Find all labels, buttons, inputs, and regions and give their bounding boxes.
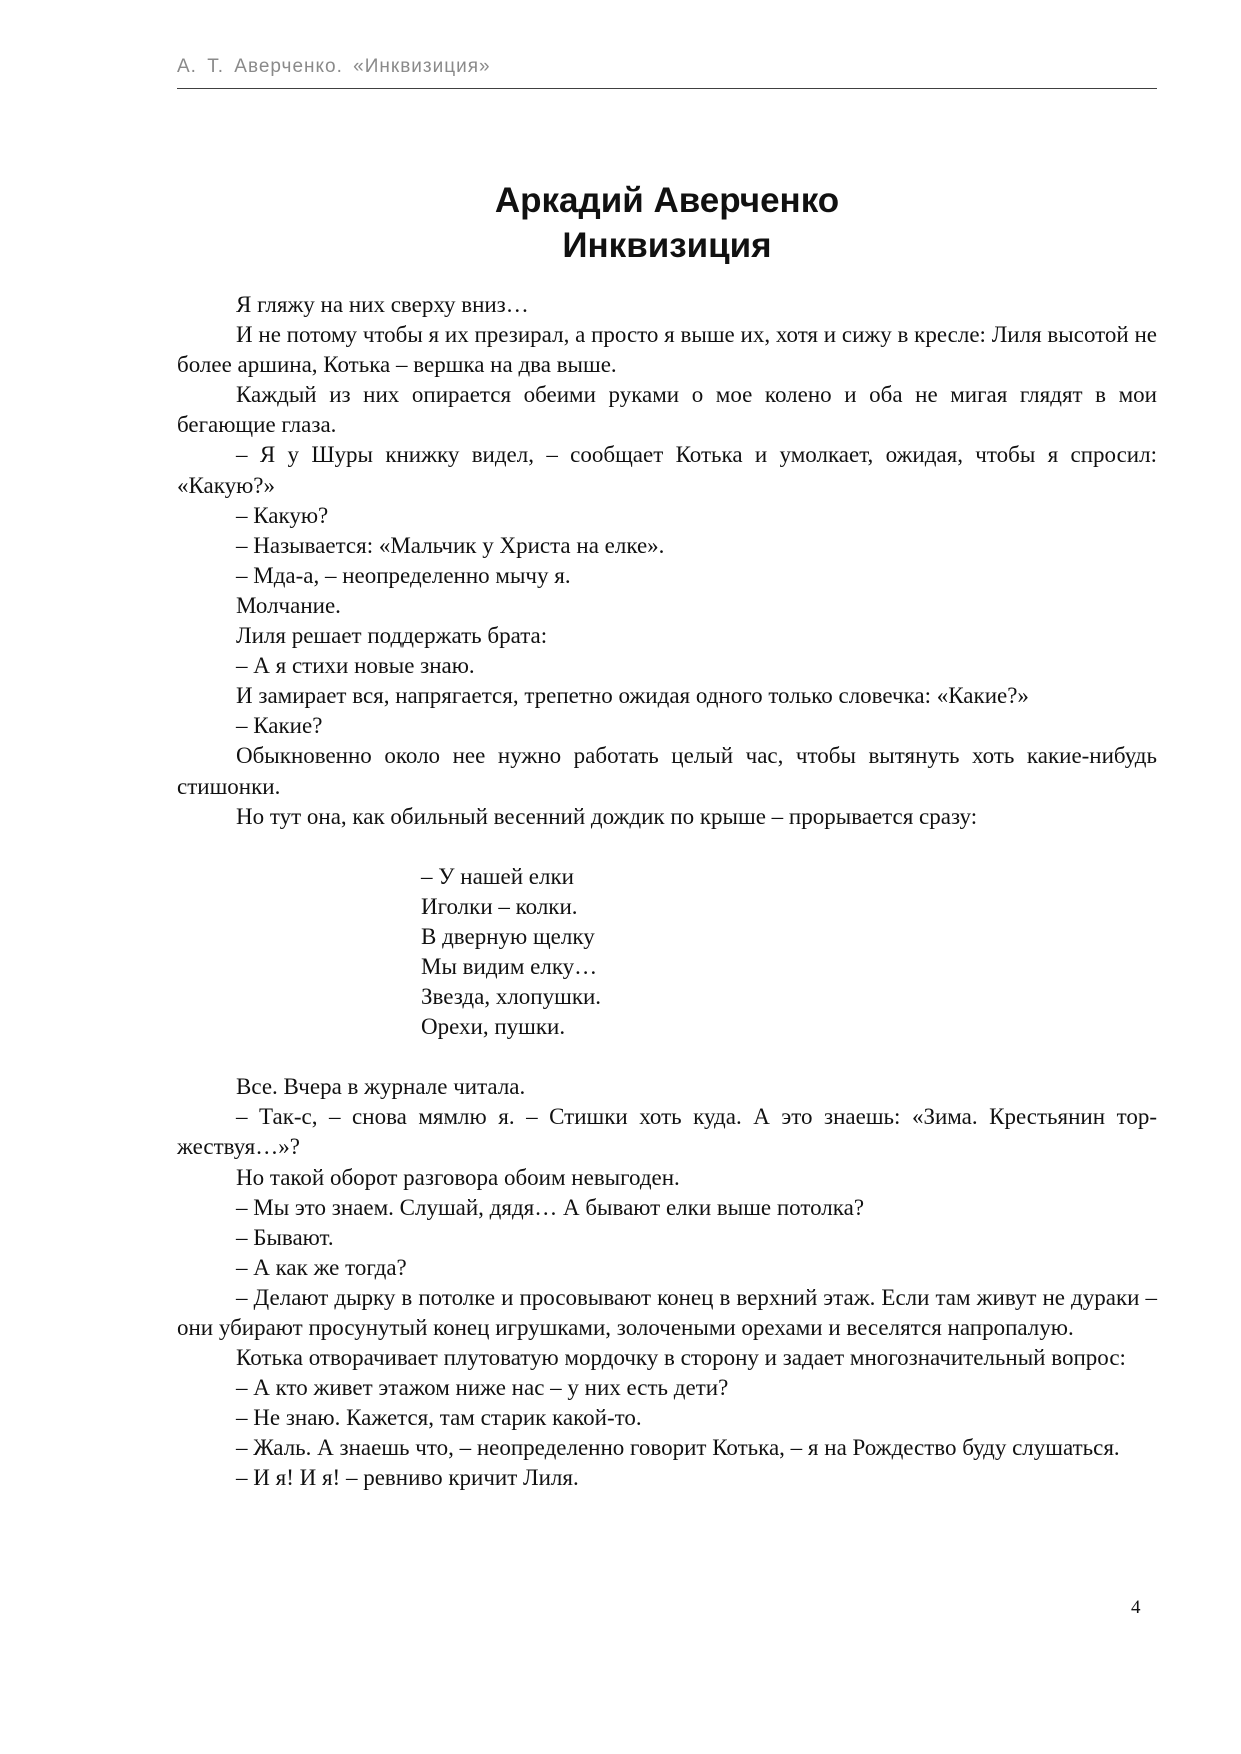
paragraph: – Бывают. — [236, 1224, 334, 1250]
paragraph: – Не знаю. Кажется, там старик какой-то. — [236, 1405, 642, 1431]
paragraph: – Я у Шуры книжку видел, – сообщает Котька и умолкает, ожидая, чтобы я спросил: «Какую?» — [177, 442, 1157, 498]
paragraph: Обыкновенно около нее нужно работать целый час, чтобы вытянуть хоть какие-нибудь стишонки. — [177, 743, 1157, 799]
paragraph: Котька отворачивает плутоватую мордочку в сторону и задает многозначительный вопрос: — [236, 1345, 1126, 1371]
paragraph: – Мы это знаем. Слушай, дядя… А бывают елки выше потолка? — [236, 1194, 865, 1220]
paragraph: – Делают дырку в потолке и просовывают конец в верхний этаж. Если там живут не дураки – они убирают просунутый конец игрушками, золочеными орехами и веселятся напропалую. — [177, 1284, 1157, 1340]
poem-line: Мы видим елку… — [421, 953, 598, 979]
paragraph: Молчание. — [236, 592, 341, 618]
paragraph: – Жаль. А знаешь что, – неопределенно говорит Котька, – я на Рождество буду слушаться. — [236, 1435, 1120, 1461]
poem-line: В дверную щелку — [421, 923, 595, 949]
paragraph: Все. Вчера в журнале читала. — [236, 1074, 526, 1100]
poem-line: Орехи, пушки. — [421, 1014, 566, 1040]
paragraph: – Мда-а, – неопределенно мычу я. — [236, 562, 571, 588]
header-rule — [177, 88, 1157, 89]
running-header: А. Т. Аверченко. «Инквизиция» — [177, 56, 491, 77]
paragraph: – Так-с, – снова мямлю я. – Стишки хоть куда. А это знаешь: «Зима. Крестьянин торжествуя…»? — [177, 1104, 1157, 1160]
work-title: Инквизиция — [562, 226, 772, 265]
blank-line — [177, 1042, 1157, 1072]
poem-stanza — [177, 862, 1157, 1043]
paragraph: И замирает вся, напрягается, трепетно ожидая одного только словечка: «Какие?» — [236, 683, 1029, 709]
paragraph: – А кто живет этажом ниже нас – у них есть дети? — [236, 1375, 729, 1401]
blank-line — [177, 832, 1157, 862]
author-name: Аркадий Аверченко — [494, 181, 840, 220]
paragraph: – Какую? — [236, 502, 329, 528]
paragraph: – Какие? — [236, 713, 323, 739]
paragraph: И не потому чтобы я их презирал, а просто я выше их, хотя и сижу в кресле: Лиля высотой не более аршина, Котька – вершка на два выше. — [177, 322, 1157, 378]
paragraph: Лиля решает поддержать брата: — [236, 623, 548, 649]
paragraph: Но тут она, как обильный весенний дождик по крыше – прорывается сразу: — [236, 803, 978, 829]
paragraph: Но такой оборот разговора обоим невыгоден. — [236, 1164, 680, 1190]
paragraph: – А я стихи новые знаю. — [236, 653, 475, 679]
paragraph: – Называется: «Мальчик у Христа на елке». — [236, 532, 665, 558]
paragraph: – А как же тогда? — [236, 1254, 407, 1280]
poem-line: – У нашей елки — [421, 863, 574, 889]
paragraph: Я гляжу на них сверху вниз… — [236, 292, 529, 317]
page-number: 4 — [1131, 1597, 1141, 1618]
chapter-title — [177, 178, 1157, 268]
paragraph: Каждый из них опирается обеими руками о мое колено и оба не мигая глядят в мои бегающие глаза. — [177, 382, 1157, 438]
poem-line: Иголки – колки. — [421, 893, 578, 919]
paragraph: – И я! И я! – ревниво кричит Лиля. — [236, 1465, 579, 1491]
poem-line: Звезда, хлопушки. — [421, 984, 602, 1010]
body-text — [177, 290, 1157, 1494]
